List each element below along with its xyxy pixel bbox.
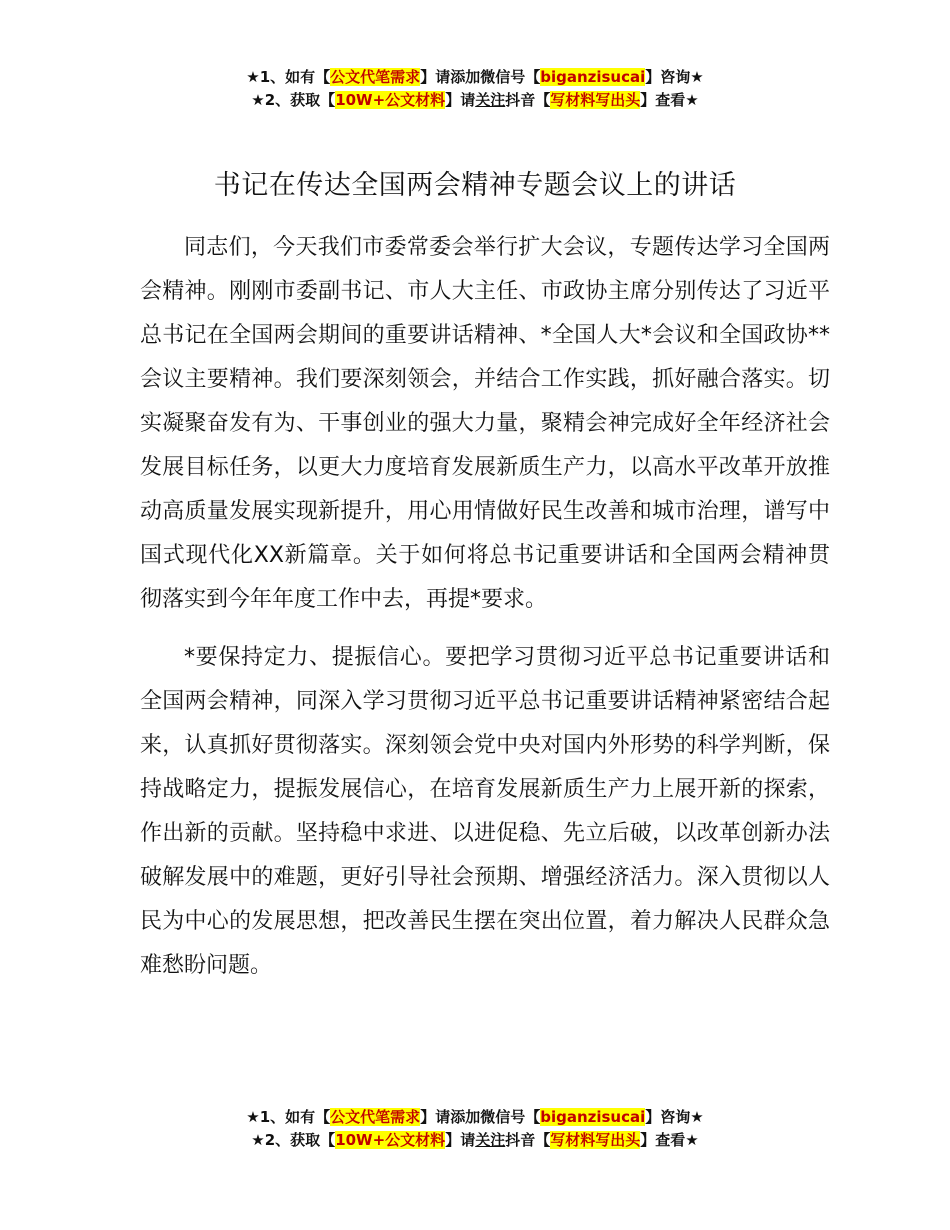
highlight-account: 写材料写出头 (550, 91, 641, 109)
banner-line-2: ★2、获取【10W+公文材料】请关注抖音【写材料写出头】查看★ (251, 1131, 699, 1149)
underline-follow: 关注 (475, 1131, 506, 1149)
document-body (140, 226, 830, 988)
highlight-account: 写材料写出头 (550, 1131, 641, 1149)
footer-banner (0, 1106, 950, 1152)
banner-line-1: ★1、如有【公文代笔需求】请添加微信号【biganzisucai】咨询★ (246, 1108, 704, 1126)
highlight-wechat-id: biganzisucai (540, 1108, 646, 1126)
highlight-service: 公文代笔需求 (330, 1108, 421, 1126)
paragraph-1: 同志们，今天我们市委常委会举行扩大会议，专题传达学习全国两会精神。刚刚市委副书记、市人大主任、市政协主席分别传达了习近平总书记在全国两会期间的重要讲话精神、*全国人大*会议和全国政协**会议主要精神。我们要深刻领会，并结合工作实践，抓好融合落实。切实凝聚奋发有为、干事创业的强大力量，聚精会神完成好全年经济社会发展目标任务，以更大力度培育发展新质生产力，以高水平改革开放推动高质量发展实现新提升，用心用情做好民生改善和城市治理，谱写中国式现代化XX新篇章。关于如何将总书记重要讲话和全国两会精神贯彻落实到今年年度工作中去，再提*要求。 (140, 235, 830, 612)
document-title: 书记在传达全国两会精神专题会议上的讲话 (213, 170, 737, 201)
highlight-materials: 10W+公文材料 (335, 1131, 446, 1149)
highlight-materials: 10W+公文材料 (335, 91, 446, 109)
banner-line-2: ★2、获取【10W+公文材料】请关注抖音【写材料写出头】查看★ (251, 91, 699, 109)
underline-follow: 关注 (475, 91, 506, 109)
banner-line-1: ★1、如有【公文代笔需求】请添加微信号【biganzisucai】咨询★ (246, 68, 704, 86)
highlight-wechat-id: biganzisucai (540, 68, 646, 86)
header-banner (0, 66, 950, 112)
highlight-service: 公文代笔需求 (330, 68, 421, 86)
paragraph-2: *要保持定力、提振信心。要把学习贯彻习近平总书记重要讲话和全国两会精神，同深入学习贯彻习近平总书记重要讲话精神紧密结合起来，认真抓好贯彻落实。深刻领会党中央对国内外形势的科学判断，保持战略定力，提振发展信心，在培育发展新质生产力上展开新的探索，作出新的贡献。坚持稳中求进、以进促稳、先立后破，以改革创新办法破解发展中的难题，更好引导社会预期、增强经济活力。深入贯彻以人民为中心的发展思想，把改善民生摆在突出位置，着力解决人民群众急难愁盼问题。 (140, 645, 830, 978)
